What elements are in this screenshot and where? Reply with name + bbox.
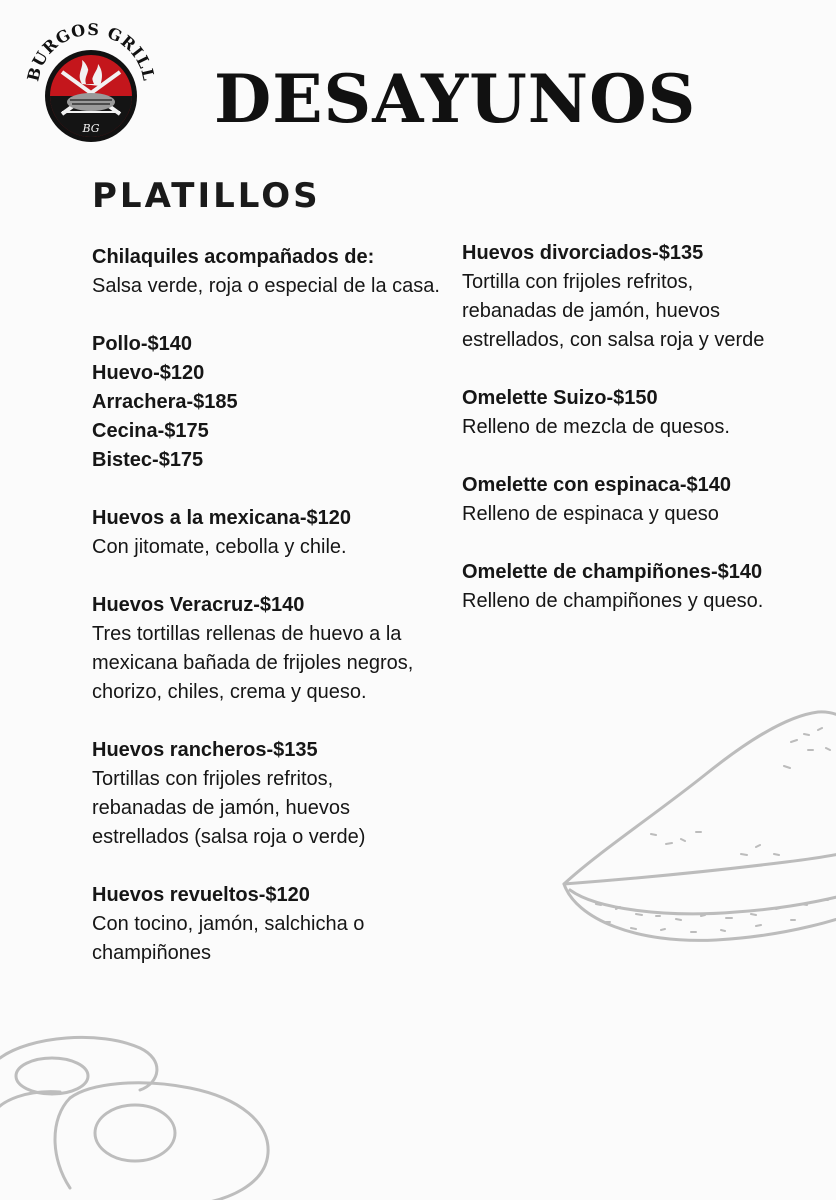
menu-item (462, 239, 832, 355)
menu-item (92, 881, 452, 968)
menu-item (462, 471, 832, 529)
burgos-grill-logo (22, 14, 160, 144)
section-title: PLATILLOS (92, 176, 321, 216)
item-desc: Con jitomate, cebolla y chile. (92, 536, 347, 558)
item-name: Chilaquiles acompañados de: (92, 246, 375, 268)
menu-column-left (92, 243, 452, 997)
option-price: Bistec-$175 (92, 449, 204, 471)
item-name: Omelette Suizo-$150 (462, 387, 658, 409)
menu-item-chilaquiles (92, 243, 452, 301)
fried-eggs-illustration (0, 1028, 280, 1200)
svg-text:BG: BG (82, 122, 100, 135)
item-desc: Relleno de espinaca y queso (462, 503, 719, 525)
item-name: Huevos revueltos-$120 (92, 884, 310, 906)
item-desc: Con tocino, jamón, salchicha o champiñones (92, 913, 365, 964)
svg-text:BURGOS GRILL: BURGOS GRILL (23, 19, 159, 84)
page-title: DESAYUNOS (214, 60, 697, 138)
item-name: Omelette de champiñones-$140 (462, 561, 763, 583)
menu-item (92, 736, 452, 852)
menu-item (462, 384, 832, 442)
item-name: Huevos a la mexicana-$120 (92, 507, 352, 529)
option-price: Huevo-$120 (92, 362, 205, 384)
item-name: Huevos divorciados-$135 (462, 242, 704, 264)
item-desc: Tortillas con frijoles refritos, rebanadas de jamón, huevos estrellados (salsa roja o verde) (92, 768, 366, 848)
option-price: Cecina-$175 (92, 420, 209, 442)
option-price: Arrachera-$185 (92, 391, 238, 413)
menu-item (92, 591, 452, 707)
item-name: Huevos Veracruz-$140 (92, 594, 305, 616)
item-desc: Relleno de mezcla de quesos. (462, 416, 730, 438)
option-price: Pollo-$140 (92, 333, 193, 355)
menu-column-right (462, 239, 832, 645)
quesadilla-illustration (556, 704, 836, 954)
item-desc: Relleno de champiñones y queso. (462, 590, 764, 612)
item-desc: Tortilla con frijoles refritos, rebanadas de jamón, huevos estrellados, con salsa roja y verde (462, 271, 765, 351)
item-desc: Salsa verde, roja o especial de la casa. (92, 275, 440, 297)
chilaquiles-options (92, 330, 452, 475)
menu-item (92, 504, 452, 562)
item-name: Omelette con espinaca-$140 (462, 474, 732, 496)
item-name: Huevos rancheros-$135 (92, 739, 318, 761)
menu-item (462, 558, 832, 616)
item-desc: Tres tortillas rellenas de huevo a la mexicana bañada de frijoles negros, chorizo, chiles, crema y queso. (92, 623, 414, 703)
